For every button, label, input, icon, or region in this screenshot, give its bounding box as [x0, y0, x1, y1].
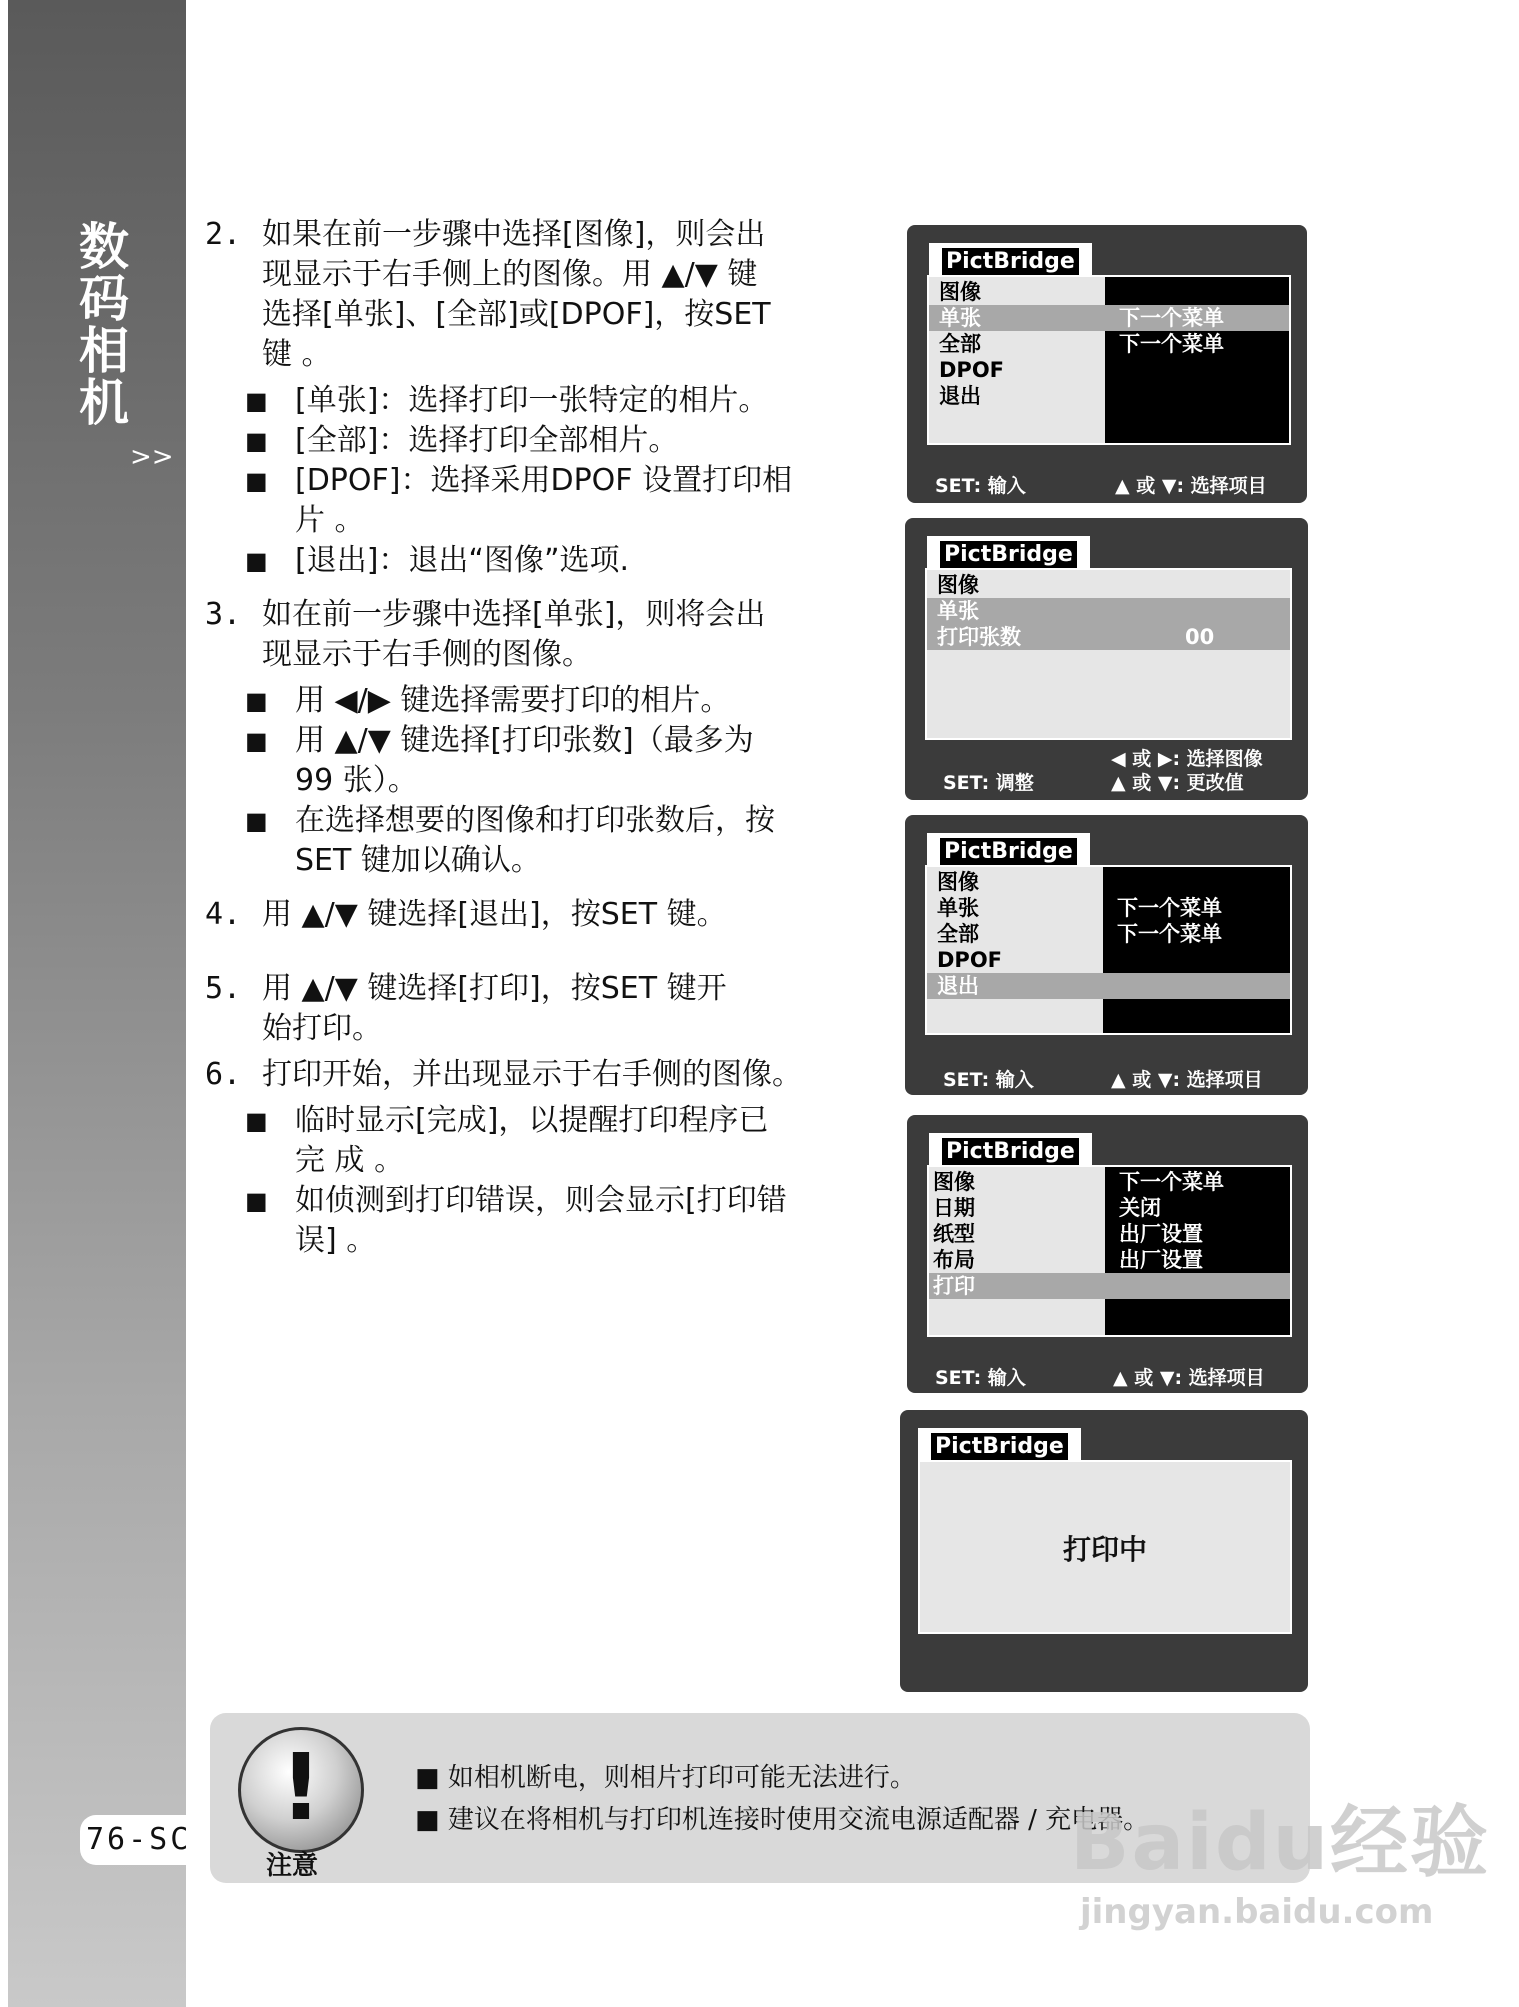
bullet-line: [全部]：选择打印全部相片。	[295, 423, 679, 458]
step-line: 用 ▲/▼ 键选择[打印]，按SET 键开	[262, 971, 727, 1006]
menu-item: 图像	[937, 870, 979, 894]
step-line: 键 。	[262, 337, 332, 372]
camera-screen-print-menu	[907, 1115, 1308, 1393]
camera-screen-single	[905, 518, 1308, 800]
bullet-line: 完 成 。	[295, 1143, 405, 1178]
bullet-item	[245, 541, 865, 581]
camera-screen-exit	[905, 815, 1308, 1095]
bullet-item	[245, 801, 865, 881]
bullet-square-icon: ■	[245, 1187, 268, 1215]
step-4	[205, 895, 865, 935]
bullet-square-icon: ■	[245, 467, 268, 495]
note-label: 注意	[266, 1851, 319, 1881]
sidebar-title: 数码相机	[71, 220, 129, 428]
menu-item: 纸型 出厂设置	[933, 1222, 1203, 1246]
screen-menu	[925, 568, 1292, 740]
step-number: 2.	[205, 217, 242, 252]
screen-footer-right-2: ▲ 或 ▼: 更改值	[1111, 772, 1244, 794]
screen-footer-left: SET: 输入	[935, 1367, 1026, 1389]
menu-item: 日期 关闭	[933, 1196, 1161, 1220]
sidebar-arrows: >>	[130, 442, 174, 472]
step-line: 选择[单张]、[全部]或[DPOF]，按SET	[262, 297, 771, 332]
pictbridge-tab: PictBridge	[927, 833, 1090, 869]
bullet-line: [单张]：选择打印一张特定的相片。	[295, 383, 769, 418]
menu-item-selected: 退出	[927, 973, 1290, 999]
pictbridge-tab: PictBridge	[918, 1428, 1081, 1464]
bullet-item	[245, 721, 865, 801]
menu-item: 全部 下一个菜单	[937, 922, 1222, 946]
bullet-square-icon: ■	[245, 1107, 268, 1135]
screen-footer-left: SET: 调整	[943, 772, 1034, 794]
bullet-square-icon: ■	[245, 807, 268, 835]
bullet-item	[245, 461, 865, 541]
page-number: 76-SC	[80, 1815, 195, 1865]
pictbridge-tab: PictBridge	[929, 243, 1092, 279]
screen-menu	[927, 1165, 1292, 1337]
menu-item: 图像	[937, 573, 979, 597]
bullet-item	[245, 681, 865, 721]
step-2	[205, 215, 865, 375]
bullet-line: 用 ◀/▶ 键选择需要打印的相片。	[295, 683, 731, 718]
printing-message: 打印中	[1062, 1533, 1147, 1566]
bullet-square-icon: ■	[245, 547, 268, 575]
bullet-item	[245, 1101, 865, 1181]
step-line: 如果在前一步骤中选择[图像]，则会出	[262, 217, 766, 252]
step-line: 现显示于右手侧的图像。	[262, 637, 592, 672]
bullet-item	[245, 381, 865, 421]
bullet-line: 99 张）。	[295, 763, 418, 798]
step-line: 始打印。	[262, 1011, 382, 1046]
step-number: 5.	[205, 971, 242, 1006]
menu-item-selected: 打印张数 00	[927, 624, 1290, 650]
note-line: ■ 建议在将相机与打印机连接时使用交流电源适配器 / 充电器。	[415, 1805, 1150, 1835]
menu-item: DPOF	[939, 358, 1005, 382]
bullet-line: 用 ▲/▼ 键选择[打印张数]（最多为	[295, 723, 754, 758]
screen-menu	[927, 275, 1291, 445]
step-line: 用 ▲/▼ 键选择[退出]，按SET 键。	[262, 897, 727, 932]
baidu-watermark	[1070, 1780, 1490, 1932]
note-text	[415, 1757, 1149, 1841]
menu-item: 图像	[939, 280, 981, 304]
screen-footer-right: ▲ 或 ▼: 选择项目	[1111, 1069, 1263, 1091]
bullet-square-icon: ■	[245, 387, 268, 415]
sidebar	[8, 0, 186, 2007]
bullet-line: 片 。	[295, 503, 365, 538]
screen-footer-right: ▲ 或 ▼: 选择项目	[1113, 1367, 1265, 1389]
menu-item-selected: 单张	[927, 598, 1290, 624]
pictbridge-tab: PictBridge	[929, 1133, 1092, 1169]
bullet-line: 如侦测到打印错误，则会显示[打印错	[295, 1183, 787, 1218]
bullet-line: SET 键加以确认。	[295, 843, 541, 878]
camera-screen-printing	[900, 1410, 1308, 1692]
bullet-square-icon: ■	[245, 427, 268, 455]
bullet-square-icon: ■	[245, 687, 268, 715]
instruction-list	[205, 215, 865, 1261]
camera-screen-image-menu	[907, 225, 1307, 503]
screen-footer-left: SET: 输入	[935, 475, 1026, 497]
menu-item: 布局 出厂设置	[933, 1248, 1203, 1272]
bullet-line: 误] 。	[295, 1223, 377, 1258]
pictbridge-tab: PictBridge	[927, 536, 1090, 572]
bullet-line: [DPOF]：选择采用DPOF 设置打印相	[295, 463, 793, 498]
bullet-item	[245, 1181, 865, 1261]
note-line: ■ 如相机断电，则相片打印可能无法进行。	[415, 1763, 916, 1793]
step-number: 3.	[205, 597, 242, 632]
step-line: 如在前一步骤中选择[单张]，则将会出	[262, 597, 766, 632]
screen-footer-right-1: ◀ 或 ▶: 选择图像	[1111, 748, 1263, 770]
step-line: 现显示于右手侧上的图像。用 ▲/▼ 键	[262, 257, 758, 292]
menu-item: 退出	[939, 384, 981, 408]
bullet-item	[245, 421, 865, 461]
step-line: 打印开始，并出现显示于右手侧的图像。	[262, 1057, 802, 1092]
step-number: 6.	[205, 1057, 242, 1092]
watermark-url: jingyan.baidu.com	[1080, 1892, 1434, 1932]
bullet-line: [退出]：退出“图像”选项.	[295, 543, 630, 578]
screen-message-area	[918, 1460, 1292, 1634]
menu-item: 全部 下一个菜单	[939, 332, 1224, 356]
menu-item: 单张 下一个菜单	[937, 896, 1222, 920]
menu-item-selected: 单张 下一个菜单	[929, 305, 1289, 331]
bullet-square-icon: ■	[245, 727, 268, 755]
screen-footer-right: ▲ 或 ▼: 选择项目	[1115, 475, 1267, 497]
bullet-line: 临时显示[完成]，以提醒打印程序已	[295, 1103, 769, 1138]
screen-footer-left: SET: 输入	[943, 1069, 1034, 1091]
menu-item: 图像 下一个菜单	[933, 1170, 1224, 1194]
warning-icon: !	[238, 1727, 364, 1853]
watermark-logo-text: Baidu经验	[1070, 1798, 1491, 1888]
step-3	[205, 595, 865, 675]
menu-item-selected: 打印	[929, 1273, 1290, 1299]
bullet-line: 在选择想要的图像和打印张数后，按	[295, 803, 775, 838]
step-6	[205, 1055, 865, 1095]
menu-item: DPOF	[937, 948, 1003, 972]
screen-menu	[925, 865, 1292, 1035]
step-5	[205, 969, 865, 1049]
step-number: 4.	[205, 897, 242, 932]
